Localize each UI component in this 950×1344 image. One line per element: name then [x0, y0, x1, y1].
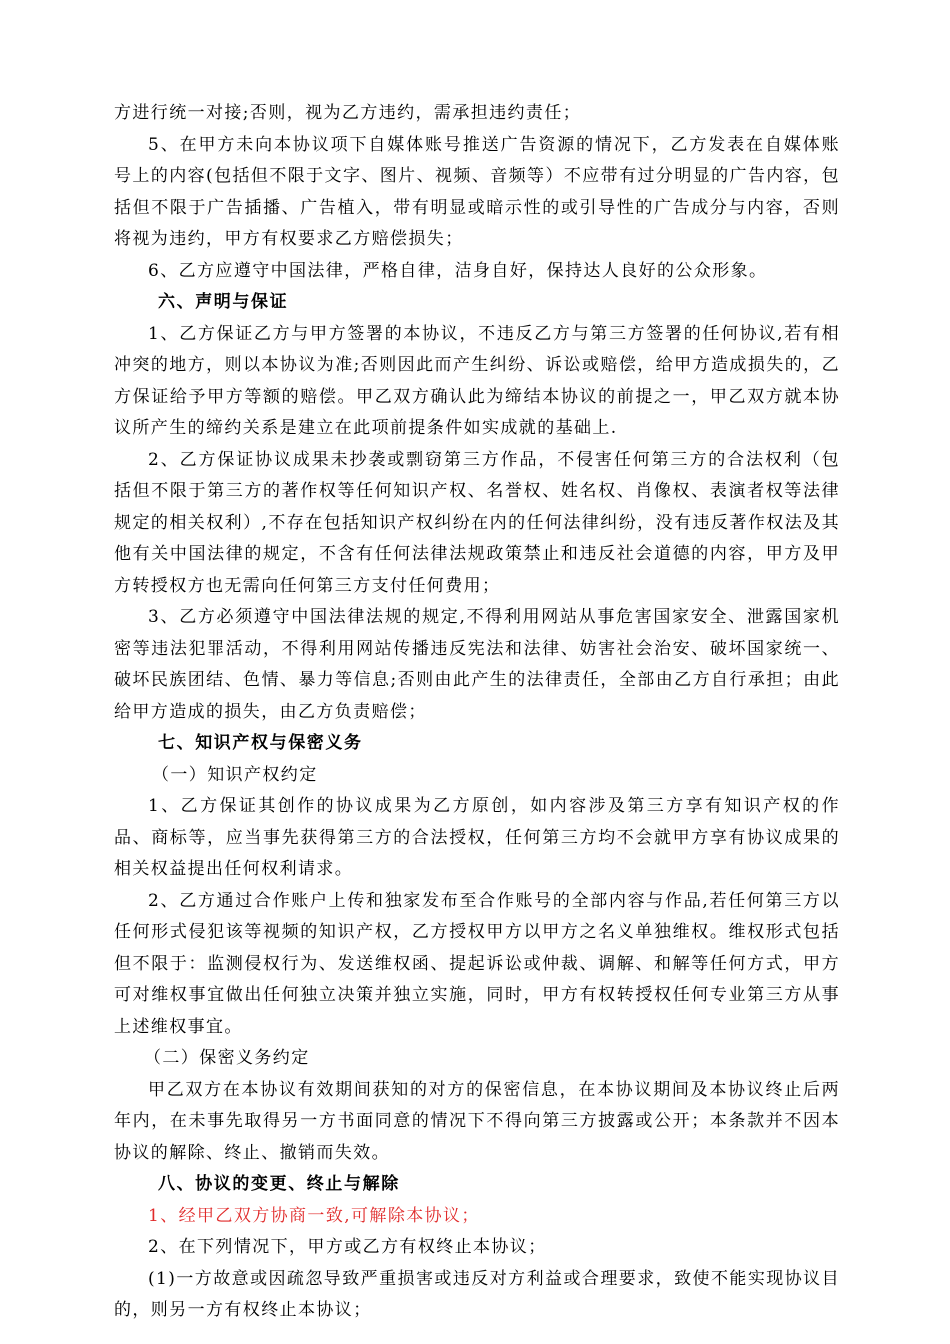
subsection-ip: （一）知识产权约定 — [152, 764, 318, 785]
section-heading-6: 六、声明与保证 — [158, 292, 289, 312]
clause-5-advertising: 5、在甲方未向本协议项下自媒体账号推送广告资源的情况下，乙方发表在自媒体账号上的内容(包括但不限于文字、图片、视频、音频等）不应带有过分明显的广告内容，包括但不限于广告插播、广告植入，带有明显或暗示性的或引导性的广告成分与内容，否则将视为违约，甲方有权要求乙方赔偿损失； — [114, 134, 840, 249]
clause-6-2: 2、乙方保证协议成果未抄袭或剽窃第三方作品，不侵害任何第三方的合法权利（包括但不限于第三方的著作权等任何知识产权、名誉权、姓名权、肖像权、表演者权等法律规定的相关权利）,不存在包括知识产权纠纷在内的任何法律纠纷，没有违反著作权法及其他有关中国法律的规定，不含有任何法律法规政策禁止和违反社会道德的内容，甲方及甲方转授权方也无需向任何第三方支付任何费用； — [114, 449, 840, 596]
clause-8-2: 2、在下列情况下，甲方或乙方有权终止本协议； — [148, 1237, 547, 1257]
clause-8-2-item-1: (1)一方故意或因疏忽导致严重损害或违反对方利益或合理要求，致使不能实现协议目的，则另一方有权终止本协议； — [114, 1268, 840, 1320]
paragraph-continuation: 方进行统一对接;否则，视为乙方违约，需承担违约责任； — [114, 103, 582, 123]
clause-6-conduct: 6、乙方应遵守中国法律，严格自律，洁身自好，保持达人良好的公众形象。 — [148, 260, 768, 281]
document-page — [114, 98, 840, 1327]
clause-7-1: 1、乙方保证其创作的协议成果为乙方原创，如内容涉及第三方享有知识产权的作品、商标等，应当事先获得第三方的合法授权，任何第三方均不会就甲方享有协议成果的相关权益提出任何权利请求。 — [114, 796, 840, 879]
clause-7-2: 2、乙方通过合作账户上传和独家发布至合作账号的全部内容与作品,若任何第三方以任何形式侵犯该等视频的知识产权，乙方授权甲方以甲方之名义单独维权。维权形式包括但不限于：监测侵权行为、发送维权函、提起诉讼或仲裁、调解、和解等任何方式，甲方可对维权事宜做出任何独立决策并独立实施，同时，甲方有权转授权任何专业第三方从事上述维权事宜。 — [114, 890, 840, 1037]
subsection-confidentiality: （二）保密义务约定 — [144, 1048, 310, 1068]
section-heading-8: 八、协议的变更、终止与解除 — [158, 1174, 400, 1194]
clause-8-1-highlighted: 1、经甲乙双方协商一致,可解除本协议； — [148, 1205, 480, 1226]
section-heading-7: 七、知识产权与保密义务 — [158, 733, 363, 753]
clause-confidentiality: 甲乙双方在本协议有效期间获知的对方的保密信息，在本协议期间及本协议终止后两年内，在未事先取得另一方书面同意的情况下不得向第三方披露或公开；本条款并不因本协议的解除、终止、撤销而失效。 — [114, 1079, 840, 1163]
clause-6-1: 1、乙方保证乙方与甲方签署的本协议，不违反乙方与第三方签署的任何协议,若有相冲突的地方，则以本协议为准;否则因此而产生纠纷、诉讼或赔偿，给甲方造成损失的，乙方保证给予甲方等额的赔偿。甲乙双方确认此为缔结本协议的前提之一，甲乙双方就本协议所产生的缔约关系是建立在此项前提条件如实成就的基础上. — [114, 323, 840, 438]
clause-6-3: 3、乙方必须遵守中国法律法规的规定,不得利用网站从事危害国家安全、泄露国家机密等违法犯罪活动，不得利用网站传播违反宪法和法律、妨害社会治安、破坏国家统一、破坏民族团结、色情、暴力等信息;否则由此产生的法律责任，全部由乙方自行承担；由此给甲方造成的损失，由乙方负责赔偿； — [114, 607, 840, 722]
